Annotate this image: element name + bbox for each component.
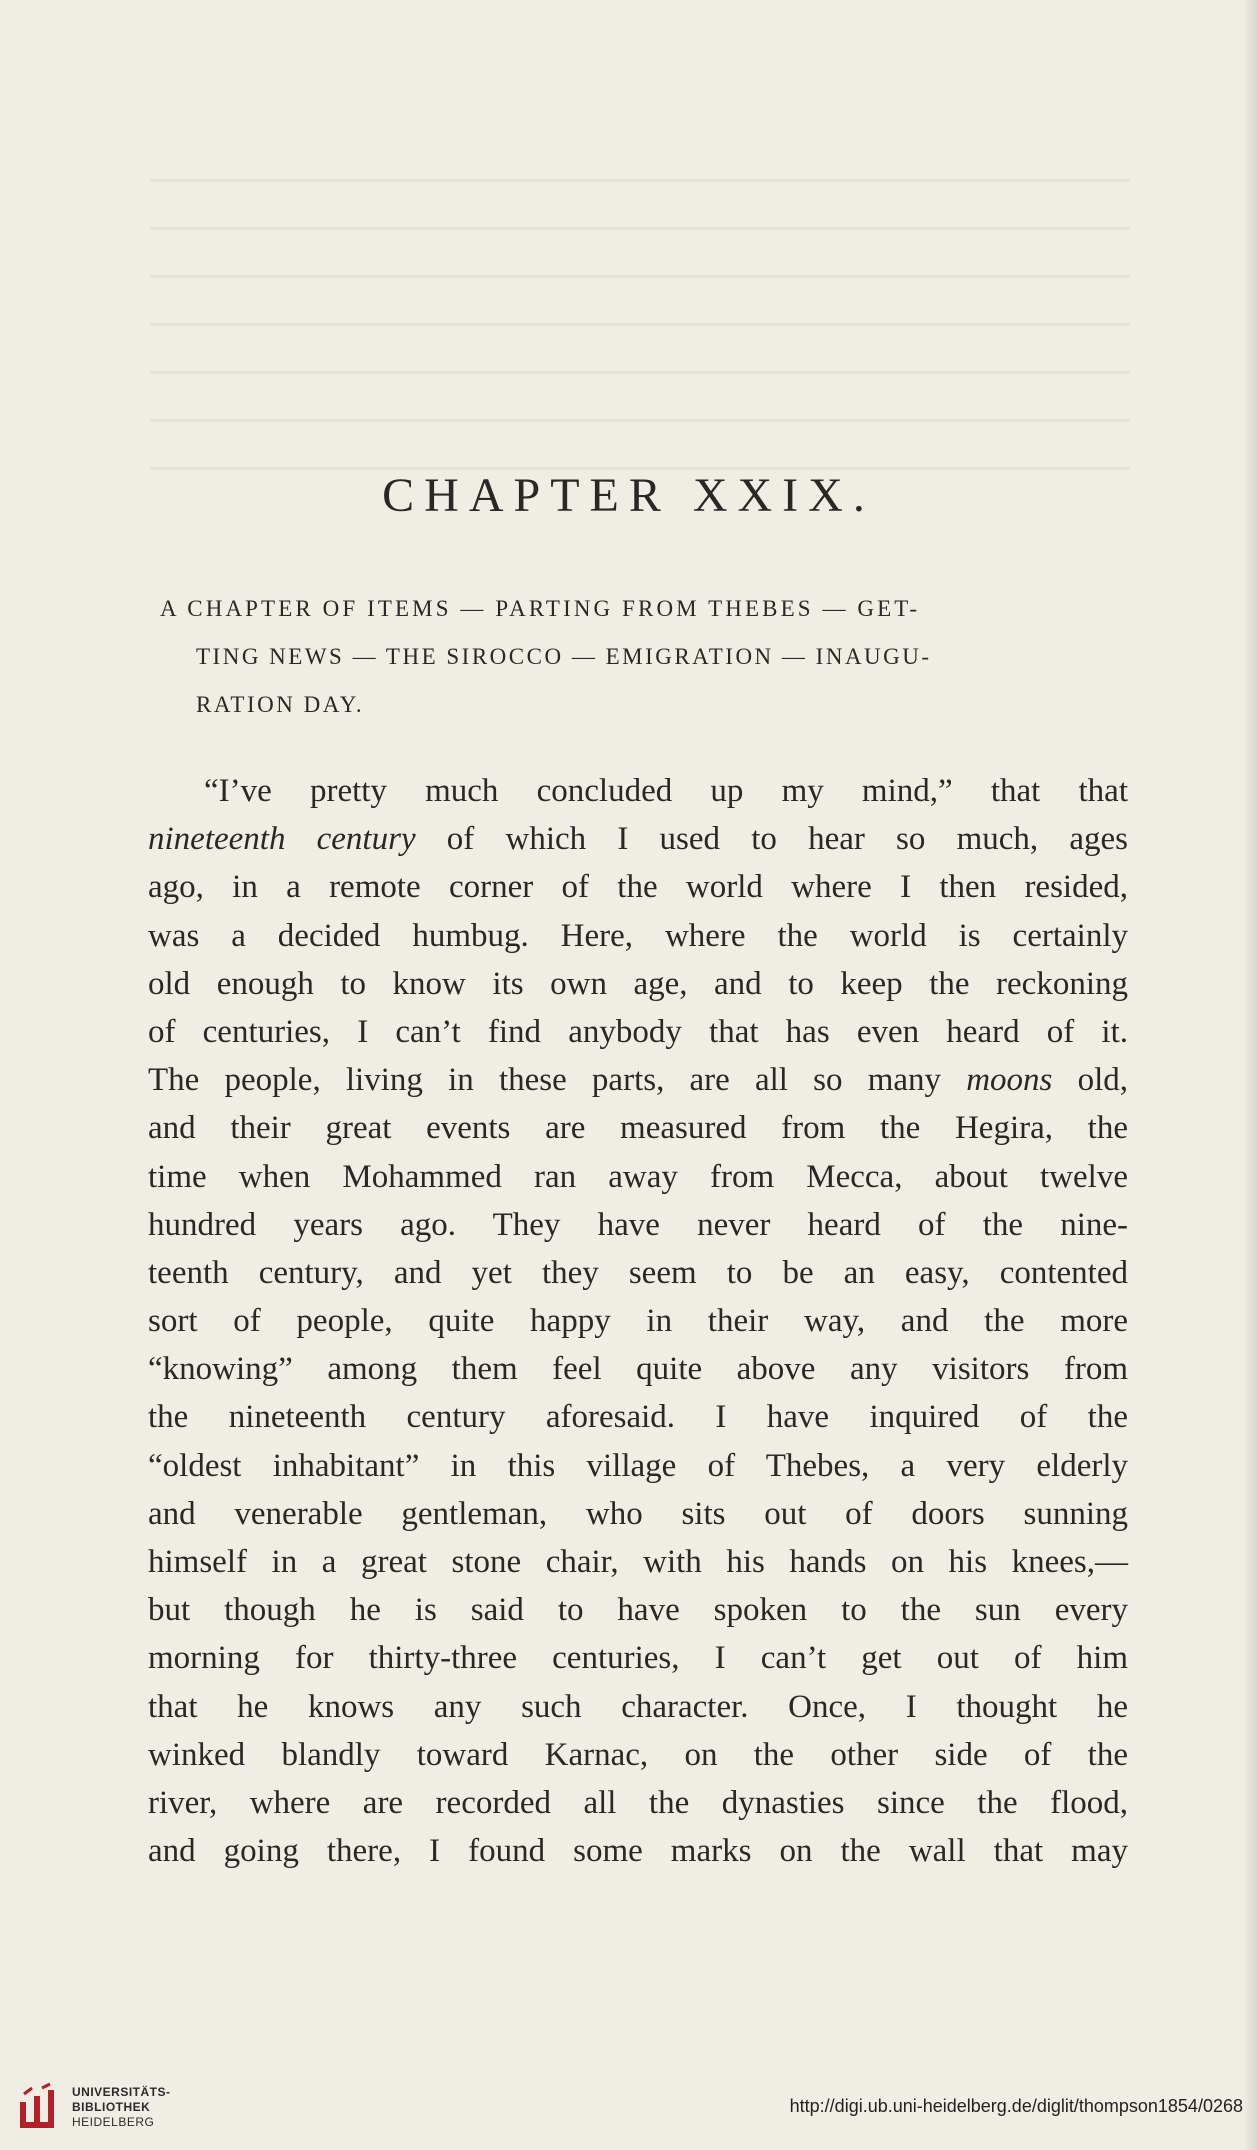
text-line: nineteenth century of which I used to hear so much, ages (148, 821, 1128, 858)
chapter-title: CHAPTER XXIX. (382, 469, 875, 522)
text-line: hundred years ago. They have never heard of the nine- (148, 1206, 1128, 1243)
text-line: sort of people, quite happy in their way, and the more (148, 1303, 1128, 1340)
text-line: winked blandly toward Karnac, on the other side of the (148, 1736, 1128, 1773)
text-line: the nineteenth century aforesaid. I have inquired of the (148, 1399, 1128, 1436)
library-name (72, 2085, 171, 2130)
text-line: teenth century, and yet they seem to be an easy, contented (148, 1254, 1128, 1291)
subtitle-line: RATION DAY. (196, 692, 365, 717)
text-line: and going there, I found some marks on the wall that may (148, 1833, 1128, 1870)
library-name-line: UNIVERSITÄTS- (72, 2085, 171, 2099)
footer-bar (0, 2068, 1257, 2150)
body-text (148, 767, 1128, 1875)
text-line: himself in a great stone chair, with his hands on his knees,— (148, 1544, 1128, 1580)
text-line: old enough to know its own age, and to keep the reckoning (148, 965, 1128, 1002)
chapter-subtitle (160, 585, 1130, 729)
library-name-line: BIBLIOTHEK (72, 2100, 151, 2114)
text-line: The people, living in these parts, are all so many moons old, (148, 1062, 1128, 1099)
text-line: of centuries, I can’t find anybody that has even heard of it. (148, 1013, 1128, 1050)
text-line: morning for thirty-three centuries, I can’t get out of him (148, 1640, 1128, 1677)
text-line: and their great events are measured from the Hegira, the (148, 1110, 1128, 1147)
text-line: “I’ve pretty much concluded up my mind,” that that (204, 773, 1128, 809)
text-line: time when Mohammed ran away from Mecca, about twelve (148, 1158, 1128, 1195)
text-line: that he knows any such character. Once, I thought he (148, 1688, 1128, 1725)
page-edge-shadow (1243, 0, 1257, 2150)
text-line: and venerable gentleman, who sits out of doors sunning (148, 1495, 1128, 1532)
text-line: ago, in a remote corner of the world where I then resided, (148, 869, 1128, 906)
library-logo-icon (12, 2082, 66, 2136)
text-line: “knowing” among them feel quite above any visitors from (148, 1351, 1128, 1388)
source-url-link[interactable]: http://digi.ub.uni-heidelberg.de/diglit/thompson1854/0268 (789, 2096, 1243, 2116)
text-line: but though he is said to have spoken to the sun every (148, 1592, 1128, 1629)
text-line: river, where are recorded all the dynasties since the flood, (148, 1784, 1128, 1821)
library-name-line: HEIDELBERG (72, 2115, 155, 2129)
subtitle-line: TING NEWS — THE SIROCCO — EMIGRATION — INAUGU- (196, 644, 932, 669)
show-through-text (150, 140, 1130, 470)
text-line: was a decided humbug. Here, where the world is certainly (148, 917, 1128, 954)
subtitle-line: A CHAPTER OF ITEMS — PARTING FROM THEBES — GET- (160, 596, 921, 621)
text-line: “oldest inhabitant” in this village of Thebes, a very elderly (148, 1447, 1128, 1484)
